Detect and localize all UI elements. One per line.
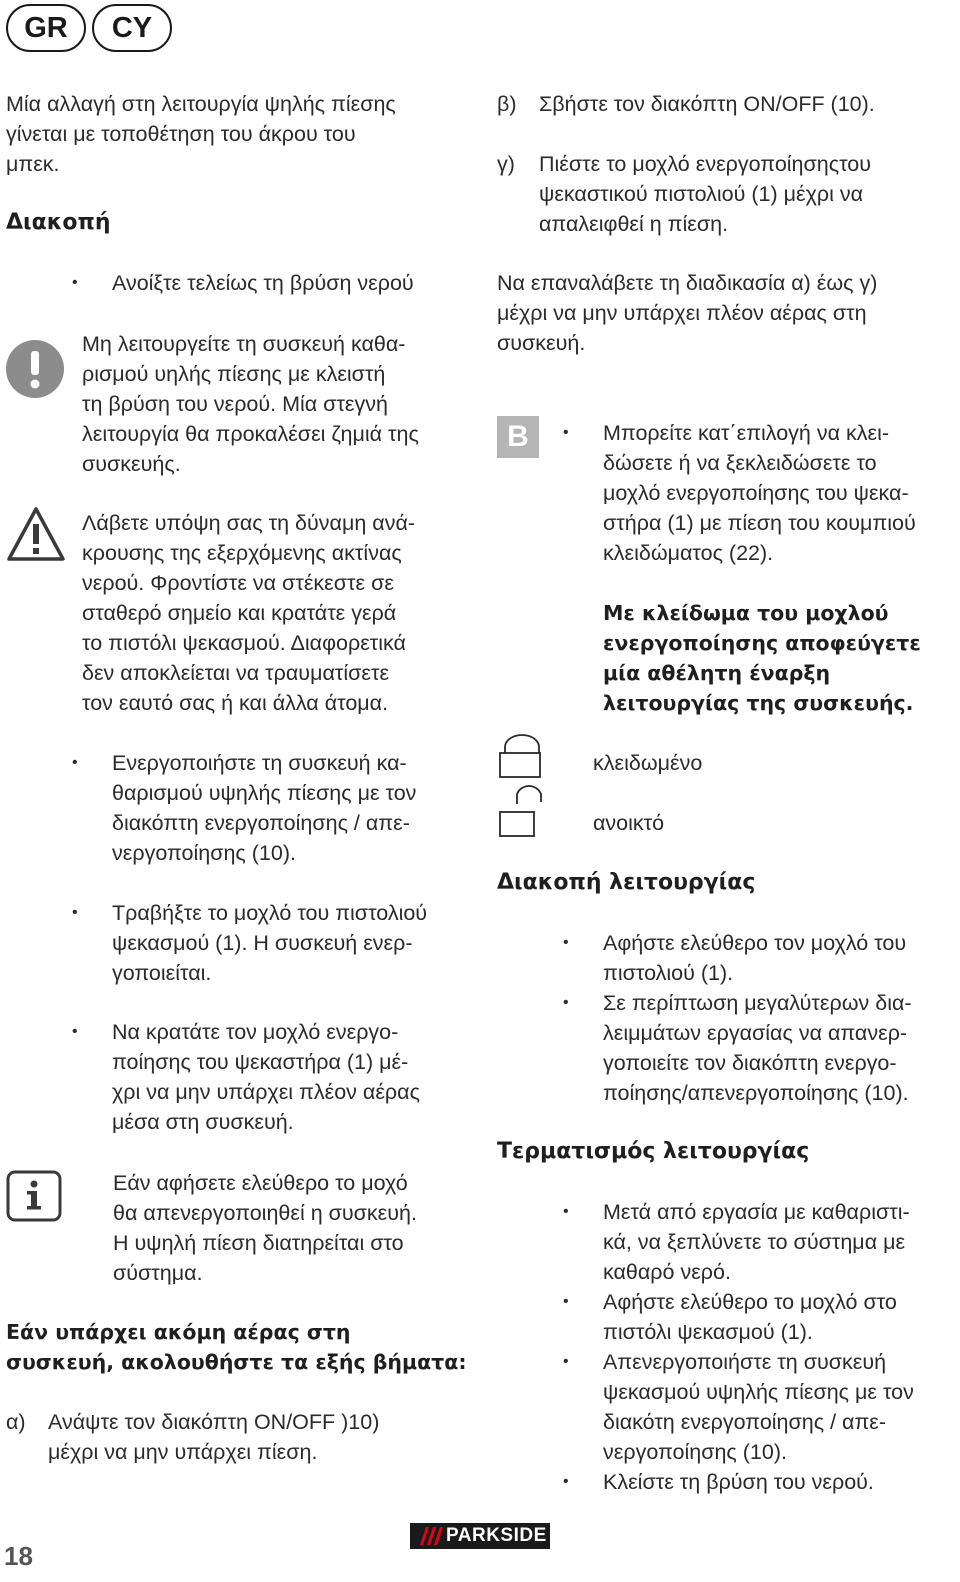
bullet-dot: • <box>72 904 78 921</box>
list-item-text: Αφήστε ελεύθερο το μοχλό στο πιστόλι ψεκασμού (1). <box>603 1290 897 1344</box>
warning-text-recoil: Λάβετε υπόψη σας τη δύναμη ανά- κρουσης της εξερχόμενης ακτίνας νερού. Φροντίστε να στέκεστε σε σταθερό σημείο και κρατάτε γερά το πιστόλι ψεκασμού. Διαφορετικά δεν αποκλείεται να τραυματίσετε τον εαυτό σας ή και άλλα άτομα. <box>82 511 416 715</box>
intro-text: Μία αλλαγή στη λειτουργία ψηλής πίεσης γίνεται με τοποθέτηση του άκρου του μπεκ. <box>6 92 396 176</box>
bullet-dot: • <box>72 1023 78 1040</box>
list-item-text: Ανοίξτε τελείως τη βρύση νερού <box>112 271 414 295</box>
list-item-text: Τραβήξτε το μοχλό του πιστολιού ψεκασμού (1). Η συσκευή ενερ- γοποιείται. <box>112 901 428 985</box>
list-item-text: Σε περίπτωση μεγαλύτερων δια- λειμμάτων εργασίας να απανερ- γοποιείτε τον διακόπτη ενεργο- ποίησης/απενεργοποίησης (10). <box>603 991 912 1105</box>
step-b-text: Σβήστε τον διακόπτη ON/OFF (10). <box>539 92 875 116</box>
section-marker-b <box>497 416 539 458</box>
bullet-dot: • <box>563 1293 569 1310</box>
list-item-text: Απενεργοποιήστε τη συσκευή ψεκασμού υψηλής πίεσης με τον διακότη ενεργοποίησης / απε- νεργοποίησης (10). <box>603 1350 914 1464</box>
bullet-dot: • <box>563 1203 569 1220</box>
list-item-text: Αφήστε ελεύθερο τον μοχλό του πιστολιού (1). <box>603 931 907 985</box>
list-item-text: Μετά από εργασία με καθαριστι- κά, να ξεπλύνετε το σύστημα με καθαρό νερό. <box>603 1200 910 1284</box>
padlock-open-icon <box>497 778 549 846</box>
language-badge-gr: GR <box>6 4 86 52</box>
bullet-dot: • <box>72 274 78 291</box>
locked-label: κλειδωμένο <box>593 751 703 775</box>
bullet-dot: • <box>563 1353 569 1370</box>
lock-note: Με κλείδωμα του μοχλού ενεργοποίησης αποφεύγετε μία αθέλητη έναρξη λειτουργίας της συσκευής. <box>603 601 921 715</box>
brand-name: PARKSIDE <box>446 1525 547 1546</box>
bullet-dot: • <box>563 934 569 951</box>
step-a-text: Ανάψτε τον διακόπτη ON/OFF )10) μέχρι να μην υπάρχει πίεση. <box>48 1410 380 1464</box>
warning-triangle-icon <box>6 506 66 570</box>
bullet-dot: • <box>72 754 78 771</box>
step-a-label: α) <box>6 1410 26 1434</box>
section-marker-b-label: B <box>507 420 529 453</box>
section-heading-operation-stop: Διακοπή λειτουργίας <box>497 870 756 895</box>
list-item-text: Μπορείτε κατ΄επιλογή να κλει- δώσετε ή να ξεκλειδώσετε το μοχλό ενεργοποίησης του ψεκα- στήρα (1) με πίεση του κουμπιού κλειδώματος (22). <box>603 421 916 565</box>
section-heading-stop: Διακοπή <box>6 210 111 235</box>
logo-stripes-icon <box>416 1523 444 1549</box>
info-text: Εάν αφήσετε ελεύθερο το μοχό θα απενεργοποιηθεί η συσκευή. Η υψηλή πίεση διατηρείται στο σύστημα. <box>113 1171 417 1285</box>
air-removal-note: Εάν υπάρχει ακόμη αέρας στη συσκευή, ακολουθήστε τα εξής βήματα: <box>6 1320 467 1374</box>
list-item-text: Κλείστε τη βρύση του νερού. <box>603 1470 874 1494</box>
exclamation-circle-icon <box>6 340 64 406</box>
step-c-text: Πιέστε το μοχλό ενεργοποίησηςτου ψεκαστικού πιστολιού (1) μέχρι να απαλειφθεί η πίεση. <box>539 152 872 236</box>
open-label: ανοικτό <box>593 811 665 835</box>
list-item-text: Να κρατάτε τον μοχλό ενεργο- ποίησης του ψεκαστήρα (1) μέ- χρι να μην υπάρχει πλέον αέρας μέσα στη συσκευή. <box>112 1020 420 1134</box>
bullet-dot: • <box>563 994 569 1011</box>
language-badge-cy: CY <box>92 4 172 52</box>
warning-text-dry-run: Μη λειτουργείτε τη συσκευή καθα- ρισμού υηλής πίεσης με κλειστή τη βρύση του νερού. Μία στεγνή λειτουργία θα προκαλέσει ζημιά της συσκευής. <box>82 332 419 476</box>
repeat-instruction: Να επαναλάβετε τη διαδικασία α) έως γ) μέχρι να μην υπάρχει πλέον αέρας στη συσκευή. <box>497 271 878 355</box>
info-icon <box>6 1170 62 1230</box>
section-heading-termination: Τερματισμός λειτουργίας <box>497 1139 810 1164</box>
step-c-label: γ) <box>497 152 515 176</box>
bullet-dot: • <box>563 424 569 441</box>
page-number: 18 <box>4 1541 33 1571</box>
bullet-dot: • <box>563 1473 569 1490</box>
step-b-label: β) <box>497 92 517 116</box>
brand-logo <box>410 1523 550 1549</box>
list-item-text: Ενεργοποιήστε τη συσκευή κα- θαρισμού υψηλής πίεσης με τον διακόπτη ενεργοποίησης / απε- νεργοποίησης (10). <box>112 751 417 865</box>
